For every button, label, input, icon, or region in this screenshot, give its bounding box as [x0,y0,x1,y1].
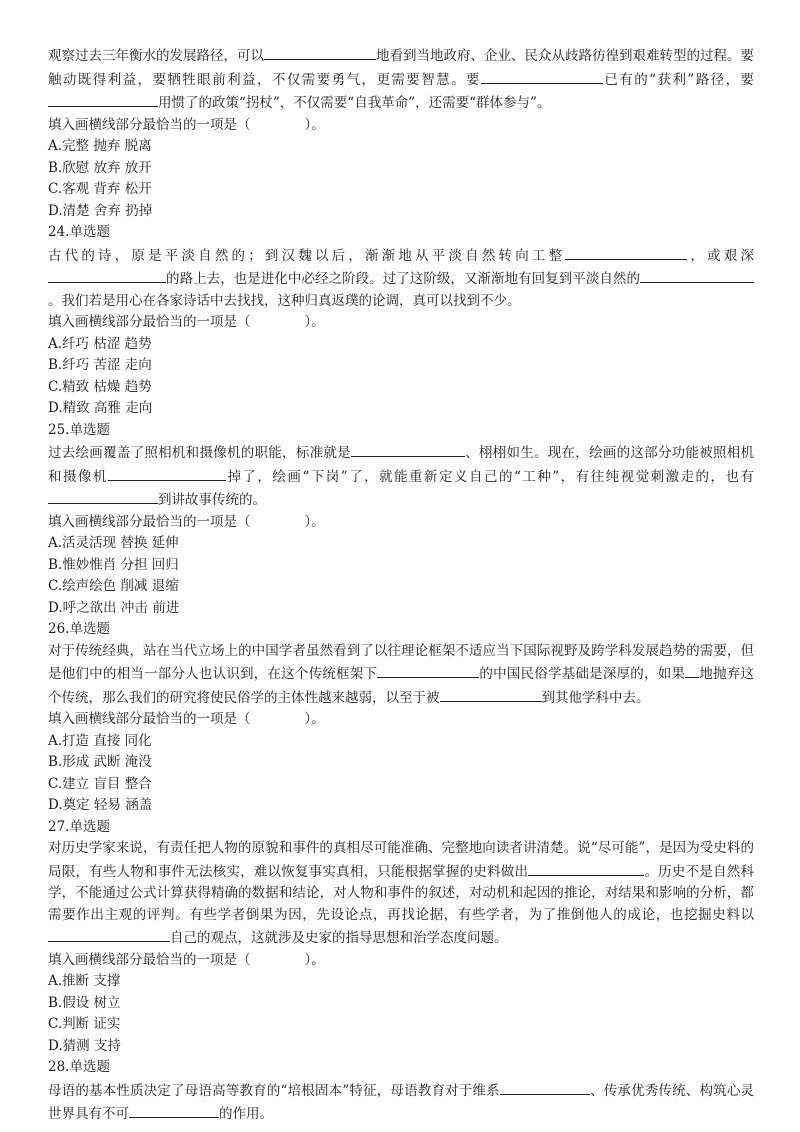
stem-text: 、传承优秀传统、构筑心灵世界具有不可 [48,1082,754,1122]
stem-text: 到其他学科中去。 [541,689,650,706]
question-28 [48,1057,754,1126]
answer-blank [528,860,644,876]
option-d: D.猜测 支持 [48,1037,121,1054]
option-b: B.纤巧 苦涩 走向 [48,357,152,373]
stem-text: 地看到当地政府、企业、民众从歧路彷徨到艰难转型的过程。要触动既得利益，要牺牲眼前利益，不仅需要勇气，更需要智慧。要 [48,48,754,88]
question-stem [48,44,754,115]
option-a: A.推断 支撑 [48,973,121,989]
question-prompt: 填入画横线部分最恰当的一项是（ ）。 [48,951,325,968]
answer-blank [481,68,603,84]
stem-text: 到讲故事传统的。 [158,492,266,508]
answer-blank [640,267,754,283]
stem-text: 用惯了的政策“拐杖”，不仅需要“自我革命”，还需要“群体参与”。 [158,95,551,111]
option-b: B.欣慰 放弃 放开 [48,159,152,176]
option-a: A.活灵活现 替换 延伸 [48,535,179,551]
stem-text: 的路上去，也是进化中必经之阶段。过了这阶级，又渐渐地有回复到平淡自然的 [166,271,640,287]
question-header: 27.单选题 [48,818,110,835]
question-prompt: 填入画横线部分最恰当的一项是（ ）。 [48,314,325,330]
answer-blank [48,91,158,107]
answer-blank [48,926,170,942]
option-d: D.奠定 轻易 涵盖 [48,797,153,813]
stem-text: 的中国民俗学基础是深厚的，如果 [479,666,686,682]
option-c: C.客观 背弃 松开 [48,181,152,197]
stem-text: ，或艰深 [687,247,755,264]
stem-text: 对历史学家来说，有责任把人物的原貌和事件的真相尽可能准确、完整地向读者讲清楚。说“尽可能”，是因为受史料的局限，有些人物和事件无法核实，难以恢复事实真相，只能根据掌握的史料做出 [48,840,754,880]
answer-blank [48,267,166,283]
answer-blank [565,244,687,260]
question-stem [48,441,754,512]
stem-text: 观察过去三年衡水的发展路径，可以 [48,48,264,64]
stem-text: 对于传统经典，站在当代立场上的中国学者虽然看到了以往理论框架不适应当下国际视野及跨学科发展趋势的需要，但是他们中的相当一部分人也认识到，在这个传统框架下 [48,642,754,682]
question-23 [48,44,754,222]
answer-blank [685,662,699,678]
answer-blank [500,1079,590,1095]
option-c: C.建立 盲目 整合 [48,775,152,792]
question-header: 25.单选题 [48,421,110,438]
option-d: D.呼之欲出 冲击 前进 [48,599,180,616]
question-stem [48,244,754,313]
answer-blank [264,44,376,60]
option-b: B.假设 树立 [48,994,121,1011]
question-25 [48,420,754,620]
option-c: C.绘声绘色 削减 退缩 [48,578,179,594]
option-c: C.判断 证实 [48,1016,121,1032]
question-header: 26.单选题 [48,621,110,637]
option-b: B.惟妙惟肖 分担 回归 [48,556,179,573]
answer-blank [440,686,542,702]
stem-text: 自己的观点，这就涉及史家的指导思想和治学态度问题。 [170,930,508,946]
question-header: 24.单选题 [48,224,110,240]
question-prompt: 填入画横线部分最恰当的一项是（ ）。 [48,711,325,727]
stem-text: 的作用。 [219,1106,273,1122]
option-d: D.清楚 舍弃 扔掉 [48,202,153,219]
question-prompt: 填入画横线部分最恰当的一项是（ ）。 [48,513,325,530]
option-c: C.精致 枯燥 趋势 [48,378,152,395]
question-27 [48,817,754,1058]
question-stem [48,1079,754,1126]
question-26 [48,619,754,817]
option-b: B.形成 武断 淹没 [48,754,152,770]
stem-text: 。历史不是自然科学，不能通过公式计算获得精确的数据和结论，对人物和事件的叙述，对动机和起因的推论，对结果和影响的分析，都需要作出主观的评判。有些学者倒果为因，先设论点，再找论据，有些学者，为了推倒他人的成论，也挖掘史料以 [48,863,755,923]
answer-blank [351,441,465,457]
exam-page [48,44,754,1126]
answer-blank [48,488,158,504]
answer-blank [108,465,226,481]
stem-text: 地抛弃这个传统，那么我们的研究将使民俗学的主体性越来越弱，以至于被 [48,666,755,706]
stem-text: 古代的诗，原是平淡自然的；到汉魏以后，渐渐地从平淡自然转向工整 [48,247,566,264]
stem-text: 已有的“获利”路径，要 [602,71,754,88]
option-a: A.打造 直接 同化 [48,732,152,749]
question-24 [48,222,754,420]
stem-text: 掉了，绘画“下岗”了，就能重新定义自己的“工种”，有往纯视觉刺激走的，也有 [225,468,755,485]
stem-text: 过去绘画覆盖了照相机和摄像机的职能，标准就是 [48,445,351,461]
stem-text: 、栩栩如生。现在，绘画的这部分功能被照相机和摄像机 [48,445,755,485]
stem-text: 。我们若是用心在各家诗话中去找找，这种归真返璞的论调，真可以找到不少。 [48,292,521,309]
option-a: A.纤巧 枯涩 趋势 [48,335,152,352]
option-a: A.完整 抛弃 脱离 [48,138,152,154]
option-d: D.精致 高雅 走向 [48,400,153,416]
question-stem [48,838,754,950]
question-header: 28.单选题 [48,1059,110,1075]
question-prompt: 填入画横线部分最恰当的一项是（ ）。 [48,116,325,133]
stem-text: 母语的基本性质决定了母语高等教育的“培根固本”特征，母语教育对于维系 [48,1082,500,1099]
answer-blank [377,662,479,678]
question-stem [48,641,754,710]
answer-blank [129,1102,219,1118]
